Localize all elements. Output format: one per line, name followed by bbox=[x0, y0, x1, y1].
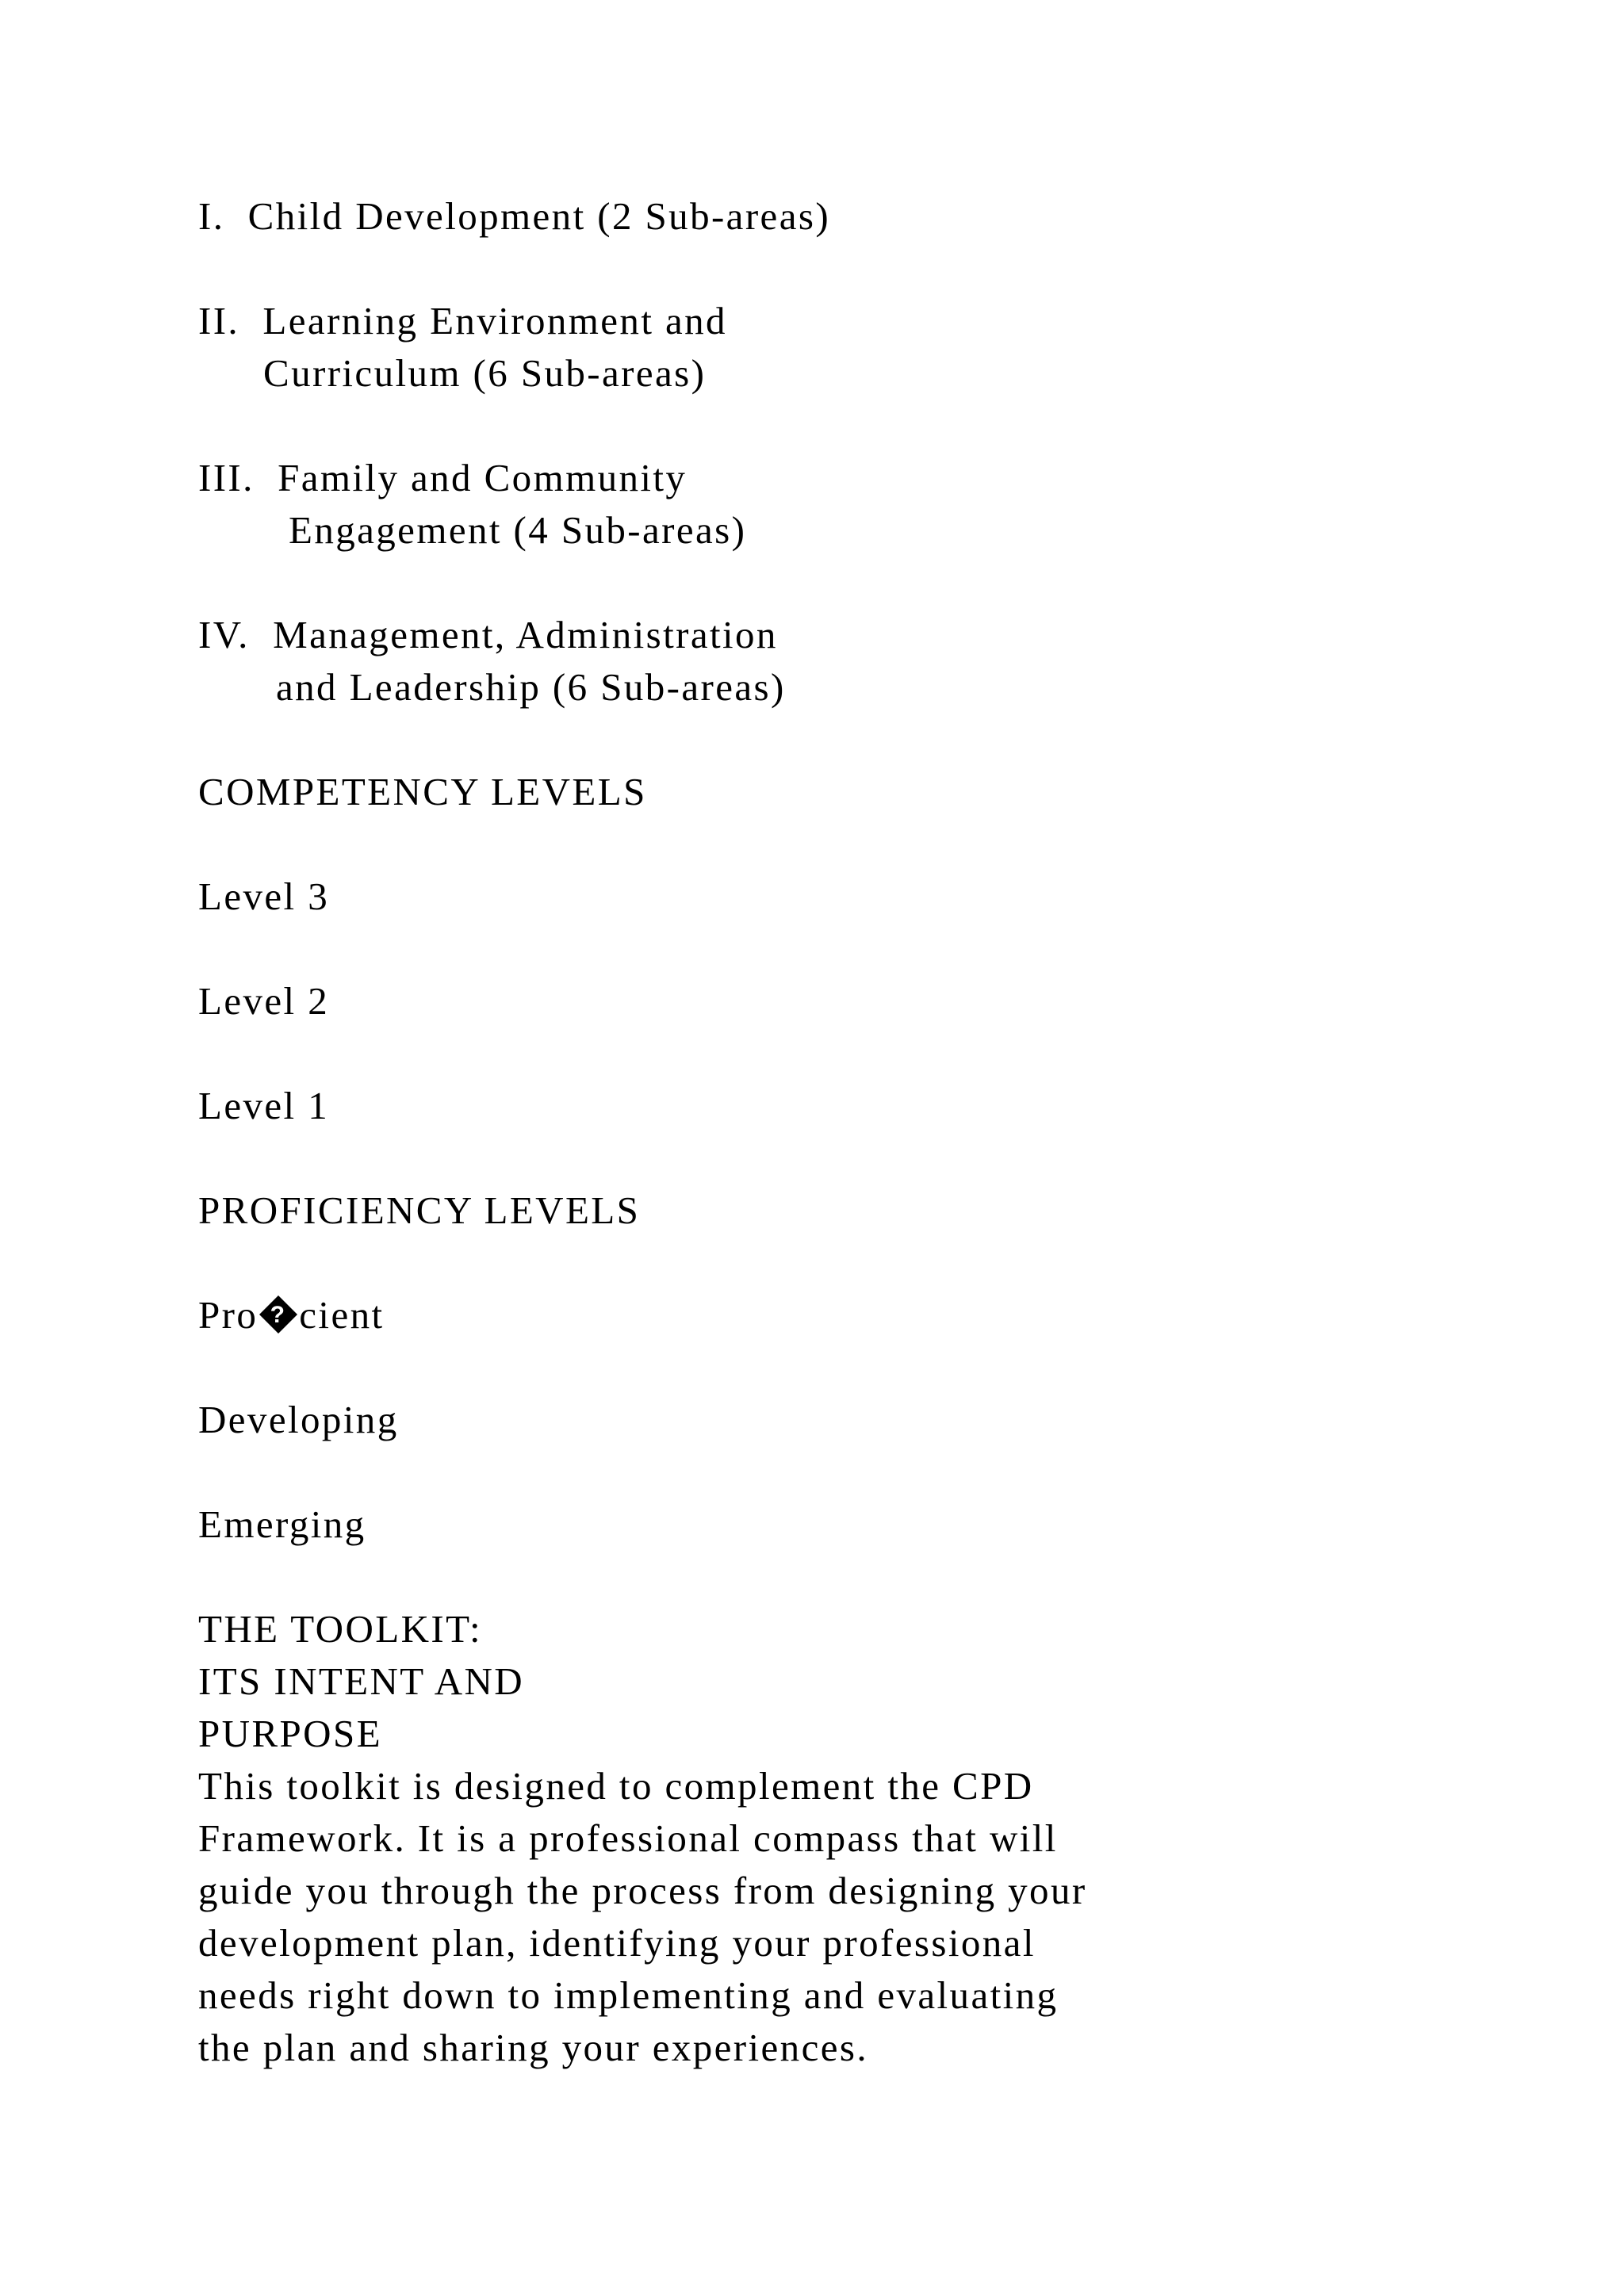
toolkit-heading-line-2: ITS INTENT AND bbox=[198, 1659, 525, 1703]
spacer bbox=[198, 714, 1546, 766]
spacer bbox=[198, 1237, 1546, 1289]
toolkit-body-line-6: the plan and sharing your experiences. bbox=[198, 2026, 868, 2069]
proficiency-levels-heading: PROFICIENCY LEVELS bbox=[198, 1188, 641, 1232]
spacer bbox=[198, 1551, 1546, 1603]
proficient-prefix: Pro bbox=[198, 1293, 259, 1337]
competency-level-3: Level 3 bbox=[198, 874, 330, 918]
proficiency-level-proficient bbox=[198, 1289, 1546, 1341]
area-2-line-2: Curriculum (6 Sub-areas) bbox=[263, 351, 707, 395]
spacer bbox=[198, 243, 1546, 295]
proficiency-level-developing: Developing bbox=[198, 1398, 399, 1441]
document-page bbox=[198, 190, 1546, 2074]
area-4-line-2: and Leadership (6 Sub-areas) bbox=[276, 665, 786, 709]
proficiency-level-emerging: Emerging bbox=[198, 1502, 366, 1546]
toolkit-body-line-4: development plan, identifying your professional bbox=[198, 1921, 1036, 1965]
toolkit-body-line-1: This toolkit is designed to complement the CPD bbox=[198, 1764, 1034, 1808]
competency-level-2: Level 2 bbox=[198, 979, 330, 1023]
area-4-line-1: IV. Management, Administration bbox=[198, 613, 778, 656]
spacer bbox=[198, 1341, 1546, 1394]
area-3-line-2: Engagement (4 Sub-areas) bbox=[289, 508, 747, 552]
spacer bbox=[198, 1027, 1546, 1080]
competency-levels-heading: COMPETENCY LEVELS bbox=[198, 770, 647, 813]
spacer bbox=[198, 557, 1546, 609]
proficient-suffix: cient bbox=[299, 1293, 385, 1337]
toolkit-heading-line-1: THE TOOLKIT: bbox=[198, 1607, 482, 1651]
toolkit-body-line-3: guide you through the process from designing your bbox=[198, 1869, 1087, 1912]
spacer bbox=[198, 1446, 1546, 1498]
spacer bbox=[198, 923, 1546, 975]
area-2-line-1: II. Learning Environment and bbox=[198, 299, 727, 342]
replacement-character-icon bbox=[259, 1295, 298, 1334]
spacer bbox=[198, 1132, 1546, 1184]
toolkit-heading-line-3: PURPOSE bbox=[198, 1712, 382, 1755]
spacer bbox=[198, 400, 1546, 452]
toolkit-body-line-2: Framework. It is a professional compass that will bbox=[198, 1816, 1058, 1860]
replacement-character-mark: ? bbox=[270, 1302, 287, 1328]
area-1-line-1: I. Child Development (2 Sub-areas) bbox=[198, 194, 831, 238]
toolkit-body-line-5: needs right down to implementing and evaluating bbox=[198, 1973, 1059, 2017]
competency-level-1: Level 1 bbox=[198, 1084, 330, 1127]
spacer bbox=[198, 818, 1546, 871]
area-3-line-1: III. Family and Community bbox=[198, 456, 688, 499]
